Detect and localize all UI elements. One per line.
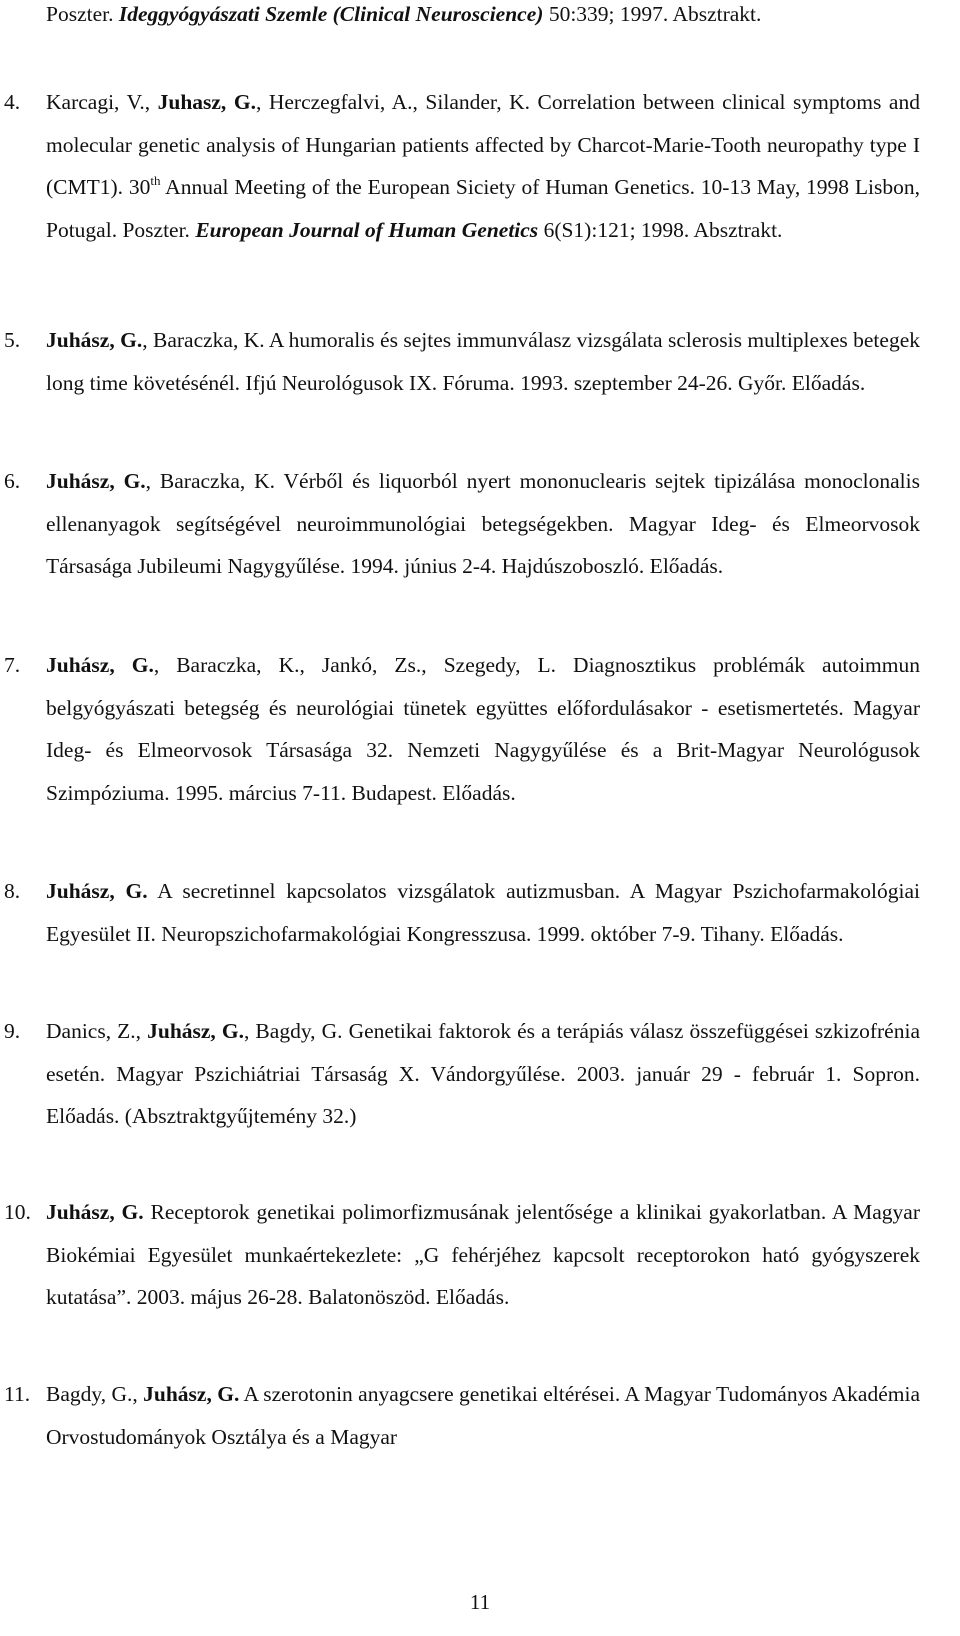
author-name-bold: Juhász, G.: [46, 653, 154, 677]
author-name-bold: Juhász, G.: [147, 1019, 244, 1043]
reference-entry-10: [4, 1191, 920, 1319]
entry-text: A szerotonin anyagcsere genetikai eltérései. A Magyar Tudományos Akadémia Orvostudományok Osztálya és a Magyar: [46, 1382, 921, 1449]
reference-entry-6: [4, 460, 920, 588]
reference-entry-8: [4, 870, 920, 955]
entry-text: , Baraczka, K. A humoralis és sejtes immunválasz vizsgálata sclerosis multiplexes betegek long time követésénél. Ifjú Neurológusok IX. Fóruma. 1993. szeptember 24-26. Győr. Előadás.: [46, 328, 920, 395]
entry-number: 9.: [4, 1019, 21, 1043]
entry-text: A secretinnel kapcsolatos vizsgálatok autizmusban. A Magyar Pszichofarmakológiai Egyesület II. Neuropszichofarmakológiai Kongresszusa. 1999. október 7-9. Tihany. Előadás.: [46, 879, 920, 946]
author-name-bold: Juhasz, G.: [157, 90, 256, 114]
author-name-bold: Juhász, G.: [46, 469, 146, 493]
entry-number: 10.: [4, 1200, 31, 1224]
entry-text: Poszter.: [46, 2, 119, 26]
entry-text: Karcagi, V.,: [46, 90, 158, 114]
author-name-bold: Juhász, G.: [143, 1382, 240, 1406]
entry-number: 5.: [4, 328, 21, 352]
entry-text: 50:339; 1997. Absztrakt.: [543, 2, 762, 26]
reference-entry-11: [4, 1373, 921, 1458]
entry-number: 11.: [4, 1382, 31, 1406]
entry-text: Annual Meeting of the European Siciety of Human Genetics. 10-13 May, 1998 Lisbon, Potugal. Poszter.: [46, 175, 920, 242]
author-name-bold: Juhász, G.: [46, 328, 143, 352]
author-name-bold: Juhász, G.: [46, 1200, 144, 1224]
journal-title: Ideggyógyászati Szemle (Clinical Neuroscience): [118, 2, 544, 26]
reference-entry-7: [4, 644, 920, 814]
journal-title: European Journal of Human Genetics: [195, 217, 539, 242]
entry-text: Danics, Z.,: [46, 1019, 148, 1043]
entry-text: Bagdy, G.,: [46, 1382, 144, 1406]
page-number: 11: [469, 1590, 491, 1614]
entry-text: , Baraczka, K., Jankó, Zs., Szegedy, L. Diagnosztikus problémák autoimmun belgyógyászati betegség és neurológiai tünetek együttes előfordulásakor - esetismertetés. Magyar Ideg- és Elmeorvosok Társasága 32. Nemzeti Nagygyűlése és a Brit-Magyar Neurológusok Szimpóziuma. 1995. március 7-11. Budapest. Előadás.: [46, 653, 920, 805]
entry-text: , Baraczka, K. Vérből és liquorból nyert mononuclearis sejtek tipizálása monoclonalis ellenanyagok segítségével neuroimmunológiai betegségekben. Magyar Ideg- és Elmeorvosok Társasága Jubileumi Nagygyűlése. 1994. június 2-4. Hajdúszoboszló. Előadás.: [46, 469, 920, 578]
entry-number: 4.: [4, 90, 21, 114]
reference-entry-9: [4, 1010, 920, 1138]
entry-text: 6(S1):121; 1998. Absztrakt.: [538, 217, 783, 242]
ordinal-superscript: th: [150, 173, 161, 188]
reference-entry-4: [4, 81, 920, 251]
entry-text: Receptorok genetikai polimorfizmusának jelentősége a klinikai gyakorlatban. A Magyar Biokémiai Egyesület munkaértekezlete: „G fehérjéhez kapcsolt receptorokon ható gyógyszerek kutatása”. 2003. május 26-28. Balatonöszöd. Előadás.: [46, 1200, 920, 1309]
entry-text: , Bagdy, G. Genetikai faktorok és a terápiás válasz összefüggései szkizofrénia esetén. Magyar Pszichiátriai Társaság X. Vándorgyűlése. 2003. január 29 - február 1. Sopron. Előadás. (Absztraktgyűjtemény 32.): [46, 1019, 920, 1128]
reference-entry-continued: [46, 0, 920, 36]
entry-number: 8.: [4, 879, 21, 903]
entry-text: , Herczegfalvi, A., Silander, K. Correlation between clinical symptoms and molecular genetic analysis of Hungarian patients affected by Charcot-Marie-Tooth neuropathy type I (CMT1). 30: [46, 90, 920, 199]
author-name-bold: Juhász, G.: [46, 879, 148, 903]
entry-number: 6.: [4, 469, 21, 493]
entry-number: 7.: [4, 653, 21, 677]
reference-entry-5: [4, 319, 920, 404]
